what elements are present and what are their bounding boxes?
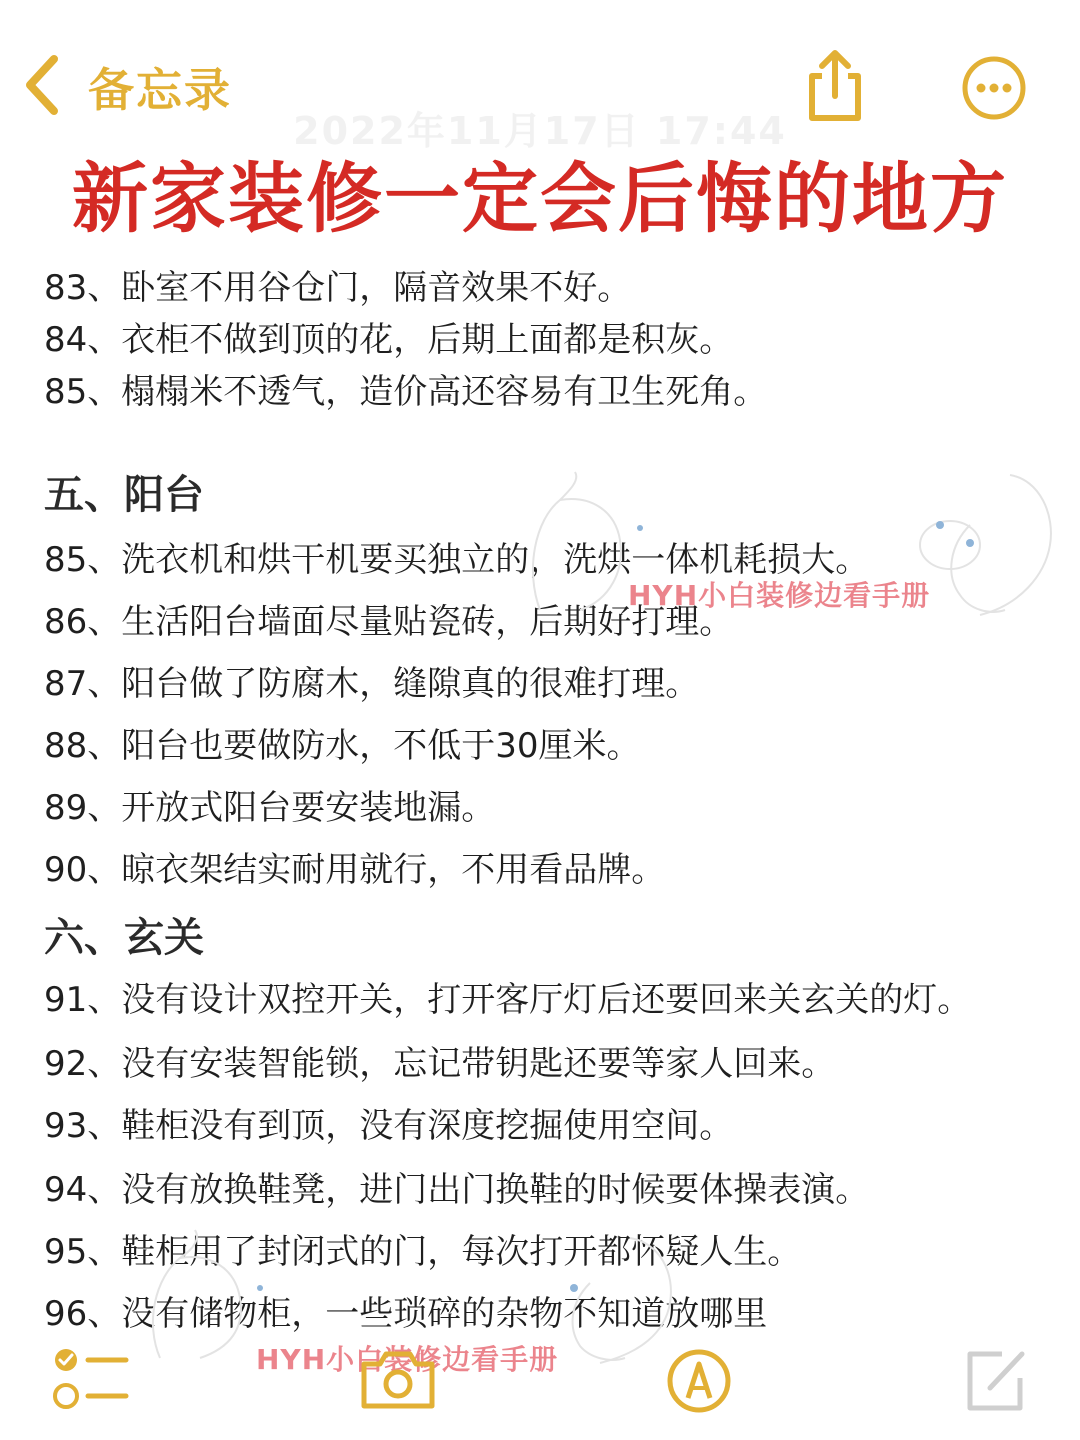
checklist-icon: [52, 1346, 132, 1412]
list-item: 92、没有安装智能锁，忘记带钥匙还要等家人回来。: [44, 1044, 836, 1084]
section-heading-balcony: 五、阳台: [44, 472, 204, 518]
list-item: 93、鞋柜没有到顶，没有深度挖掘使用空间。: [44, 1106, 734, 1146]
camera-icon: [358, 1346, 438, 1412]
list-item: 84、衣柜不做到顶的花，后期上面都是积灰。: [44, 320, 734, 360]
compose-button[interactable]: [962, 1346, 1032, 1420]
list-item: 88、阳台也要做防水，不低于30厘米。: [44, 726, 641, 766]
list-item: 89、开放式阳台要安装地漏。: [44, 788, 496, 828]
markup-button[interactable]: [664, 1346, 734, 1420]
list-item: 91、没有设计双控开关，打开客厅灯后还要回来关玄关的灯。: [44, 980, 972, 1020]
list-item: 90、晾衣架结实耐用就行，不用看品牌。: [44, 850, 666, 890]
note-title[interactable]: 新家装修一定会后悔的地方: [72, 154, 1008, 243]
cat-watermark-icon: [910, 465, 1070, 625]
checklist-button[interactable]: [52, 1346, 132, 1416]
back-label: 备忘录: [88, 63, 232, 117]
list-item: 85、洗衣机和烘干机要买独立的，洗烘一体机耗损大。: [44, 540, 870, 580]
cat-watermark-icon: [540, 1228, 680, 1368]
watermark-text: HYH小白装修边看手册: [256, 1343, 559, 1376]
note-timestamp: 2022年11月17日 17:44: [293, 109, 787, 153]
section-heading-entrance: 六、玄关: [44, 915, 204, 961]
watermark-text: HYH小白装修边看手册: [628, 579, 931, 612]
list-item: 86、生活阳台墙面尽量贴瓷砖，后期好打理。: [44, 602, 734, 642]
markup-pen-icon: [664, 1346, 734, 1416]
list-item: 87、阳台做了防腐木，缝隙真的很难打理。: [44, 664, 700, 704]
list-item: 96、没有储物柜，一些琐碎的杂物不知道放哪里: [44, 1294, 768, 1334]
cat-watermark-icon: [140, 1228, 270, 1368]
list-item: 83、卧室不用谷仓门，隔音效果不好。: [44, 268, 632, 308]
list-item: 95、鞋柜用了封闭式的门，每次打开都怀疑人生。: [44, 1232, 802, 1272]
list-item: 85、榻榻米不透气，造价高还容易有卫生死角。: [44, 372, 768, 412]
list-item: 94、没有放换鞋凳，进门出门换鞋的时候要体操表演。: [44, 1170, 870, 1210]
camera-button[interactable]: [358, 1346, 438, 1416]
compose-icon: [962, 1346, 1032, 1416]
